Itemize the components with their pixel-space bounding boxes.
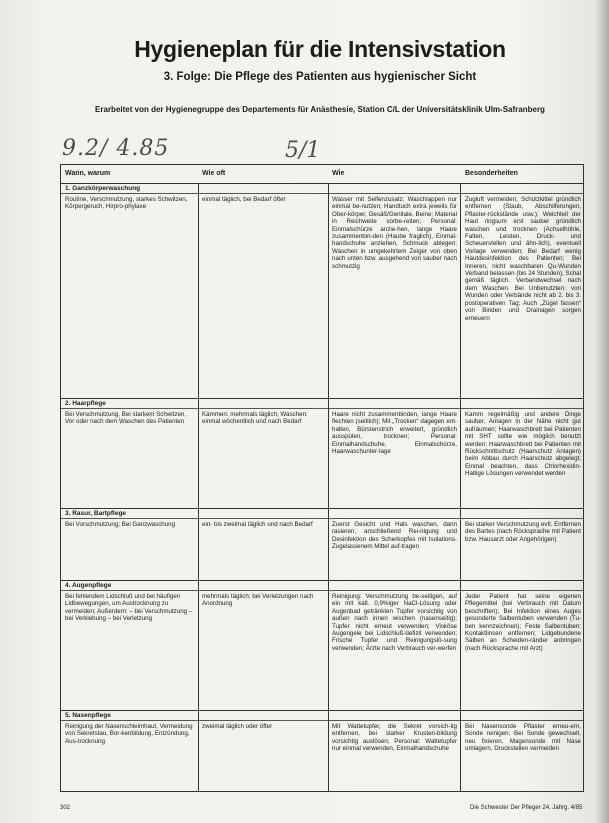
page-number: 302 (60, 805, 71, 811)
section-title: 1. Ganzkörperwaschung (61, 183, 583, 194)
cell-wie: Mit Wattetupfer, die Sekret vorsich-tig entfernen, bei starker Krusten-bildung vorsichtig auslösen; Personal: Wattetupfer nur einmal verwenden, Einmalhandschuhe (332, 723, 457, 753)
section-augenpflege (61, 580, 583, 711)
cell-besonderheiten: Jeder Patient hat seine eigenen Pflegemittel (bei Verbrauch mit Datum beschriften); Bei Infektion eines Auges gesonderte Salbentuben verwenden (Tu-ben kennzeichnen); Feste Salbentuben: Kontaktlinsen entfernen; Lidgebundene Salben an Scheiden-ränder anbringen (nach Rücksprache mit Arzt) (465, 593, 581, 652)
section-haarpflege (61, 398, 583, 509)
column-header-wie: Wie (332, 170, 345, 177)
cell-besonderheiten: Zugluft vermeiden; Schutzkittel gründlich entfernen (Staub, Abschilferungen, Pflaster-rückstände usw.); Weichteil der Haut ringsum erst sauber gründlich waschen und trocknen (Achselhöhle, Falten, Leisten, Druck- und Scheuerstellen und ähn-lich), eventuell Vorlage verwenden; Bei Bedarf wenig Hautdesinfektion des Patienten; Bei Inneren, nicht waschbaren Qu-Wunden Verband belassen (bis 24 Stunden), Schal gemäß täglich. Verbandwechsel nach dem Waschen. Bei Unbenutzten: von Wunden oder Verbände nicht ab 2. bis 3. postoperativen Tag; Auch „Zügel fassen“ von Binden und Drainagen sorgen erneuern (465, 196, 581, 322)
page-title: Hygieneplan für die Intensivstation (134, 36, 506, 62)
column-divider (198, 183, 199, 791)
column-divider (328, 183, 329, 791)
cell-wie-oft: mehrmals täglich; bei Verletzungen nach Anordnung (202, 593, 314, 608)
hygiene-plan-table (60, 164, 584, 792)
section-title: 5. Nasenpflege (61, 710, 583, 721)
column-header-wann: Wann, warum (65, 170, 111, 177)
section-title: 4. Augenpflege (61, 580, 583, 591)
cell-wann: Bei Vorschmutzung; Bei Ganzwaschung (65, 521, 176, 528)
handwritten-note-right: 5/1 (285, 138, 321, 163)
cell-wann: Bei fehlendem Lidschluß und bei häufigen Lidbewegungen, um Austrocknung zu vermeiden; Außerdem: – bei Verschmutzung – bei Verklebung – bei Verletzung (65, 593, 193, 623)
column-divider (460, 183, 461, 791)
cell-wann: Reinigung der Nasenschleimhaut, Vermeidung von Sekretstau, Bor-kenbildung, Entzündung, Aus-trocknung (65, 723, 193, 745)
cell-wie: Zuerst Gesicht und Hals waschen, dann rasieren, anschließend Rei-nigung und Desinfektion des Scherkopfes mit Isolations-Zugelassenem Mittel auf-tragen (332, 521, 457, 551)
journal-footer: Die Schwester Der Pfleger 24. Jahrg. 4/85 (470, 805, 583, 811)
cell-wie-oft: Kämmen: mehrmals täglich; Waschen: einmal wöchentlich und nach Bedarf (202, 411, 308, 426)
cell-besonderheiten: Bei Nasensonde Pflaster erneu-ern, Sonde reinigen; Bei Sonde gewechselt, neu fixieren, Magensonde mit Nase umlagern, Druckstellen vermeiden (465, 723, 581, 753)
cell-wie-oft: zweimal täglich oder öfter (202, 723, 273, 730)
column-header-wie-oft: Wie oft (202, 170, 226, 177)
cell-wie: Haare nicht zusammenbinden, lange Haare flechten (seitlich); Mit „Trocken“ dagegen ent-halten, Bürstenstrich erweitert, gründlich ausspülen, trocknen; Personal: Einmalhandschuhe, Einmalschürze, Haarwaschunter-lage (332, 411, 457, 456)
cell-wie-oft: einmal täglich, bei Bedarf öfter (202, 196, 286, 203)
cell-wie: Reinigung: Verschmutzung be-seitigen, auf ein mit kalt. 0,9%iger NaCl-Lösung oder Augenbad getränkten Tupfer vorsichtig von außen nach innen wischen (nasenseitig); Tupfer nicht erneut verwenden; Visköse Augengele bei Lidschluß-defizit verwenden; Frische Tupfer und Reinigungslö-sung verwenden; Ärzte nach Verbrauch ver-werfen (332, 593, 457, 652)
binding-shadow (595, 0, 609, 823)
cell-besonderheiten: Kamm regelmäßig und andere Dinge sauber, Anlagen in der Nähe nicht gut aufräumen; Haarwaschbrett bei Patienten mit SHT sollte wie möglich benutzt werden; Haarwaschbrett bei Patienten mit Rückschnittschutz (Haarschutz Anlagen) beim Abbau durch Haarschutz abgelegt; Einmal beachten, dass Chlorhexidin-Haltige Lösungen verwendet werden (465, 411, 581, 478)
cell-wann: Bei Verschmutzung, Bei starkem Schwitzen, Vor oder nach dem Waschen des Patienten (65, 411, 187, 426)
byline: Erarbeitet von der Hygienegruppe des Departements für Anästhesie, Station C/L der Universitätsklinik Ulm-Safranberg (95, 105, 545, 114)
section-nasenpflege (61, 710, 583, 792)
section-rasur-bartpflege (61, 508, 583, 581)
cell-wann: Routine, Verschmutzung, starkes Schwitzen, Körpergeruch, Hirpro-phylaxe (65, 196, 188, 211)
handwritten-note-left: 9.2/ 4.85 (62, 136, 170, 161)
column-header-besonderheiten: Besonderheiten (465, 170, 518, 177)
cell-wie: Wasser mit Seifenzusatz; Waschlappen nur einmal be-nutzen; Handtuch extra jeweils für Ober-körper, Gesäß/Genitale, Beine; Material in Reichweite vorbe-reiten; Personal: Einmalschürze anzie-hen, lange Haare zusammenbin-den (Haube fraglich), Einmal-handschuhe anziehen, Schmuck ablegen; Waschen in umgekehrtem Zeiger von oben nach unten bzw. ausgehend von sauber nach schmutzig (332, 196, 457, 270)
page-subtitle: 3. Folge: Die Pflege des Patienten aus hygienischer Sicht (163, 71, 477, 83)
cell-wie-oft: ein- bis zweimal täglich und nach Bedarf (202, 521, 313, 528)
section-title: 3. Rasur, Bartpflege (61, 508, 583, 519)
section-ganzkoerperwaschung (61, 183, 583, 399)
cell-besonderheiten: Bei starker Verschmutzung evtl. Entfernen des Bartes (nach Rücksprache mit Patient bzw. Hausarzt oder Angehörigen) (465, 521, 581, 543)
section-title: 2. Haarpflege (61, 398, 583, 409)
table-header (61, 165, 583, 184)
